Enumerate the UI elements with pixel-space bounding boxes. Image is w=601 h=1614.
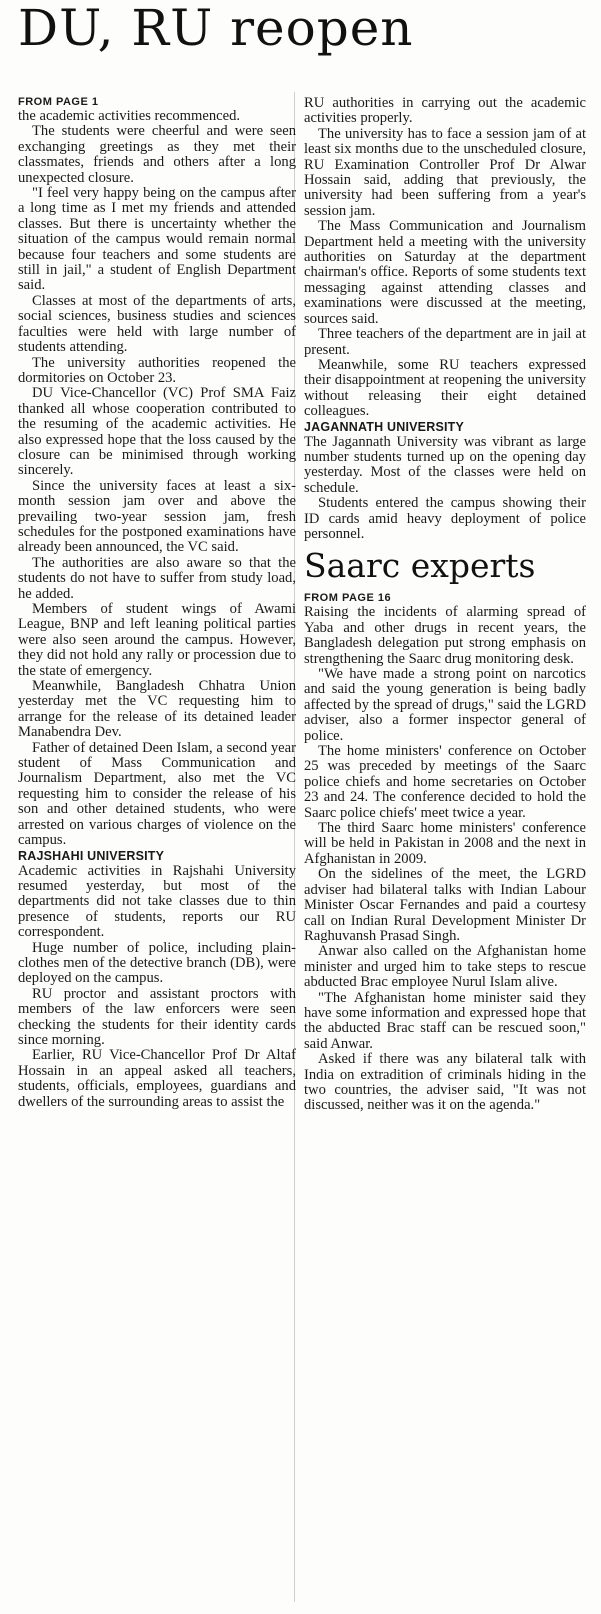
paragraph: Meanwhile, Bangladesh Chhatra Union yesterday met the VC requesting him to arrange for the release of its detained leader Manabendra Dev. [18,678,296,741]
section-subhead: JAGANNATH UNIVERSITY [304,419,465,434]
jump-kicker: FROM PAGE 1 [18,96,99,108]
paragraph: Classes at most of the departments of arts, social sciences, business studies and sciences faculties were held with large number of students attending. [18,292,296,356]
jump-kicker: FROM PAGE 16 [304,592,392,605]
paragraph: Anwar also called on the Afghanistan home minister and urged him to take steps to rescue abducted Brac employee Nurul Islam alive. [304,943,586,991]
paragraph: The students were cheerful and were seen exchanging greetings as they met their classmates, friends and others after a long unexpected closure. [18,123,296,186]
paragraph: The Jagannath University was vibrant as large number students turned up on the opening day yesterday. Most of the classes were held on schedule. [304,433,586,496]
paragraph: Huge number of police, including plain-clothes men of the detective branch (DB), were deployed on the campus. [18,939,296,987]
paragraph: "The Afghanistan home minister said they have some information and expressed hope that the abducted Brac staff can be rescued soon," said Anwar. [304,989,586,1052]
paragraph: Raising the incidents of alarming spread of Yaba and other drugs in recent years, the Bangladesh delegation put strong emphasis on strengthening the Saarc drug monitoring desk. [304,604,586,667]
paragraph: "I feel very happy being on the campus after a long time as I met my friends and attended classes. But there is uncertainty whether the situation of the campus would remain normal because four teachers and some students are still in jail," a student of English Department said. [18,185,296,294]
paragraph: Three teachers of the department are in jail at present. [304,326,586,358]
paragraph: RU proctor and assistant proctors with members of the law enforcers were seen checking the students for their identity cards since morning. [18,985,296,1048]
paragraph: Father of detained Deen Islam, a second year student of Mass Communication and Journalism Department, also met the VC requesting him to consider the release of his son and other detained students, who were arrested on various charges of violence on the campus. [18,739,296,849]
paragraph: The home ministers' conference on October 25 was preceded by meetings of the Saarc police chiefs and home secretaries on October 23 and 24. The conference decided to hold the Saarc police chiefs' meet twice a year. [304,743,586,821]
second-story-headline: Saarc experts [304,546,536,586]
paragraph: The university authorities reopened the dormitories on October 23. [18,354,296,386]
paragraph: Meanwhile, some RU teachers expressed their disappointment at reopening the university without releasing their eight detained colleagues. [304,356,586,420]
paragraph: The authorities are also aware so that the students do not have to suffer from study load, he added. [18,554,296,602]
headline: DU, RU reopen [18,0,414,57]
paragraph: the academic activities recommenced. [18,108,241,124]
paragraph: Since the university faces at least a six-month session jam over and above the prevailing two-year session jam, fresh schedules for the postponed examinations have already been announced, the VC said. [18,477,296,556]
paragraph: The university has to face a session jam of at least six months due to the unscheduled closure, RU Examination Controller Prof Dr Alwar Hossain said, adding that previously, the university had been suffering from a year's session jam. [304,125,586,219]
paragraph: The Mass Communication and Journalism Department held a meeting with the university authorities on Saturday at the department chairman's office. Reports of some students text messaging against attending classes and examinations were discussed at the meeting, sources said. [304,218,586,327]
paragraph: The third Saarc home ministers' conference will be held in Pakistan in 2008 and the next in Afghanistan in 2009. [304,820,586,867]
left-column [18,96,296,1110]
section-subhead: RAJSHAHI UNIVERSITY [18,848,165,863]
paragraph: Members of student wings of Awami League, BNP and left leaning political parties were also seen around the campus. However, they did not hold any rally or procession due to the state of emergency. [18,601,296,679]
right-column [304,96,586,1114]
paragraph: DU Vice-Chancellor (VC) Prof SMA Faiz thanked all whose cooperation contributed to the resuming of the academic activities. He also expressed hope that the loss caused by the closure can be minimised through working sincerely. [18,385,296,479]
paragraph: RU authorities in carrying out the academic activities properly. [304,95,586,127]
paragraph: Academic activities in Rajshahi University resumed yesterday, but most of the departments did not take classes due to thin presence of students, reports our RU correspondent. [18,862,296,941]
paragraph: Earlier, RU Vice-Chancellor Prof Dr Altaf Hossain in an appeal asked all teachers, students, officials, employees, guardians and dwellers of the surrounding areas to assist the [18,1047,296,1110]
paragraph: On the sidelines of the meet, the LGRD adviser had bilateral talks with Indian Labour Minister Oscar Fernandes and paid a courtesy call on Indian Rural Development Minister Dr Raghuvansh Prasad Singh. [304,866,586,944]
paragraph: "We have made a strong point on narcotics and said the young generation is being badly affected by the spread of drugs," said the LGRD adviser, also a former inspector general of police. [304,666,586,744]
paragraph: Asked if there was any bilateral talk with India on extradition of criminals hiding in the two countries, the adviser said, "It was not discussed, neither was it on the agenda." [304,1051,586,1114]
paragraph: Students entered the campus showing their ID cards amid heavy deployment of police personnel. [304,495,586,542]
